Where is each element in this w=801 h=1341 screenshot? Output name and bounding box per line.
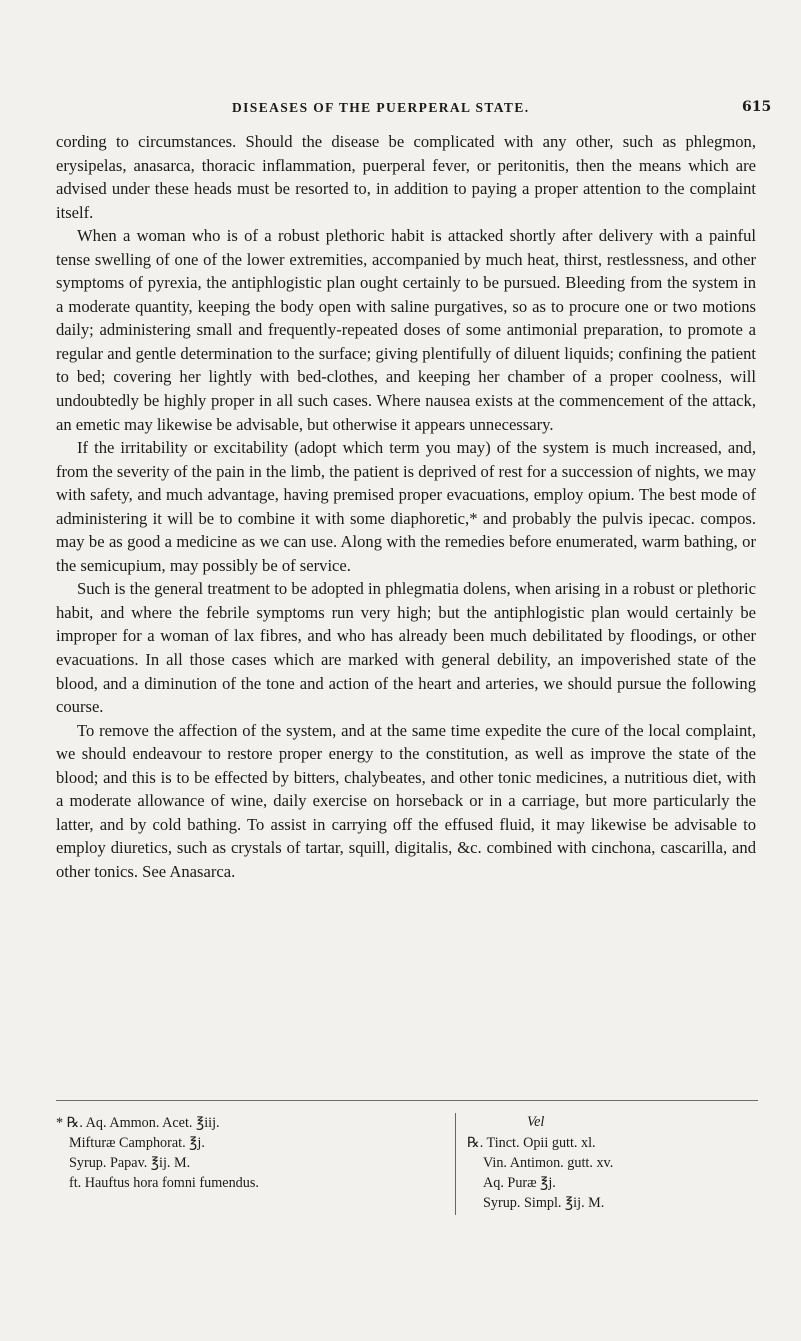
footnote-line: ft. Hauftus hora fomni fumendus. xyxy=(69,1175,259,1191)
footnote-line: Aq. Puræ ℥j. xyxy=(483,1175,556,1191)
footnote-vel-label: Vel xyxy=(527,1114,545,1130)
footnote xyxy=(56,1113,758,1213)
page-header xyxy=(0,96,801,120)
footnote-prescription-left xyxy=(56,1113,416,1193)
footnote-line: Vin. Antimon. gutt. xv. xyxy=(483,1155,614,1171)
page-number: 615 xyxy=(742,99,772,115)
footnote-line: * ℞. Aq. Ammon. Acet. ℥iij. xyxy=(56,1115,220,1131)
footnote-line: ℞. Tinct. Opii gutt. xl. xyxy=(467,1135,596,1151)
footnote-divider xyxy=(455,1113,456,1215)
paragraph: To remove the affection of the system, and at the same time expedite the cure of the local complaint, we should endeavour to restore proper energy to the constitution, as well as improve the state of the blood; and this is to be effected by bitters, chalybeates, and other tonic medicines, a nutritious diet, with a moderate allowance of wine, daily exercise on horseback or in a carriage, but more particularly the latter, and by cold bathing. To assist in carrying off the effused fluid, it may likewise be advisable to employ diuretics, such as crystals of tartar, squill, digitalis, &c. combined with cinchona, cascarilla, and other tonics. See Anasarca. xyxy=(56,720,756,881)
footnote-line: Syrup. Papav. ℥ij. M. xyxy=(69,1155,191,1171)
paragraph: If the irritability or excitability (adopt which term you may) of the system is much increased, and, from the severity of the pain in the limb, the patient is deprived of rest for a succession of nights, we may with safety, and much advantage, having premised proper evacuations, employ opium. The best mode of administering it will be to combine it with some diaphoretic,* and probably the pulvis ipecac. compos. may be as good a medicine as we can use. Along with the remedies before enumerated, warm bathing, or the semicupium, may possibly be of service. xyxy=(56,438,756,575)
footnote-line: Mifturæ Camphorat. ℥j. xyxy=(69,1135,205,1151)
paragraph: When a woman who is of a robust plethoric habit is attacked shortly after delivery with a painful tense swelling of one of the lower extremities, accompanied by much heat, thirst, restlessness, and other symptoms of pyrexia, the antiphlogistic plan ought certainly to be pursued. Bleeding from the system in a moderate quantity, keeping the body open with saline purgatives, so as to procure one or two motions daily; administering small and frequently-repeated doses of some antimonial preparation, to promote a regular and gentle determination to the surface; giving plentifully of diluent liquids; confining the patient to bed; covering her lightly with bed-clothes, and keeping her chamber of a proper coolness, will undoubtedly be highly proper in all such cases. Where nausea exists at the commencement of the attack, an emetic may likewise be advisable, but otherwise it appears unnecessary. xyxy=(56,226,756,434)
running-title: DISEASES OF THE PUERPERAL STATE. xyxy=(232,100,530,115)
paragraph: cording to circumstances. Should the disease be complicated with any other, such as phlegmon, erysipelas, anasarca, thoracic inflammation, puerperal fever, or peritonitis, then the means which are advised under these heads must be resorted to, in addition to paying a proper attention to the complaint itself. xyxy=(56,132,756,222)
footnote-prescription-right xyxy=(467,1113,747,1213)
paragraph: Such is the general treatment to be adopted in phlegmatia dolens, when arising in a robust or plethoric habit, and where the febrile symptoms run very high; but the antiphlogistic plan would certainly be improper for a woman of lax fibres, and who has already been much debilitated by floodings, or other evacuations. In all those cases which are marked with general debility, an impoverished state of the blood, and a diminution of the tone and action of the heart and arteries, we should pursue the following course. xyxy=(56,579,756,717)
body-text xyxy=(56,130,756,884)
footnote-rule xyxy=(56,1100,758,1101)
footnote-line: Syrup. Simpl. ℥ij. M. xyxy=(483,1195,605,1211)
